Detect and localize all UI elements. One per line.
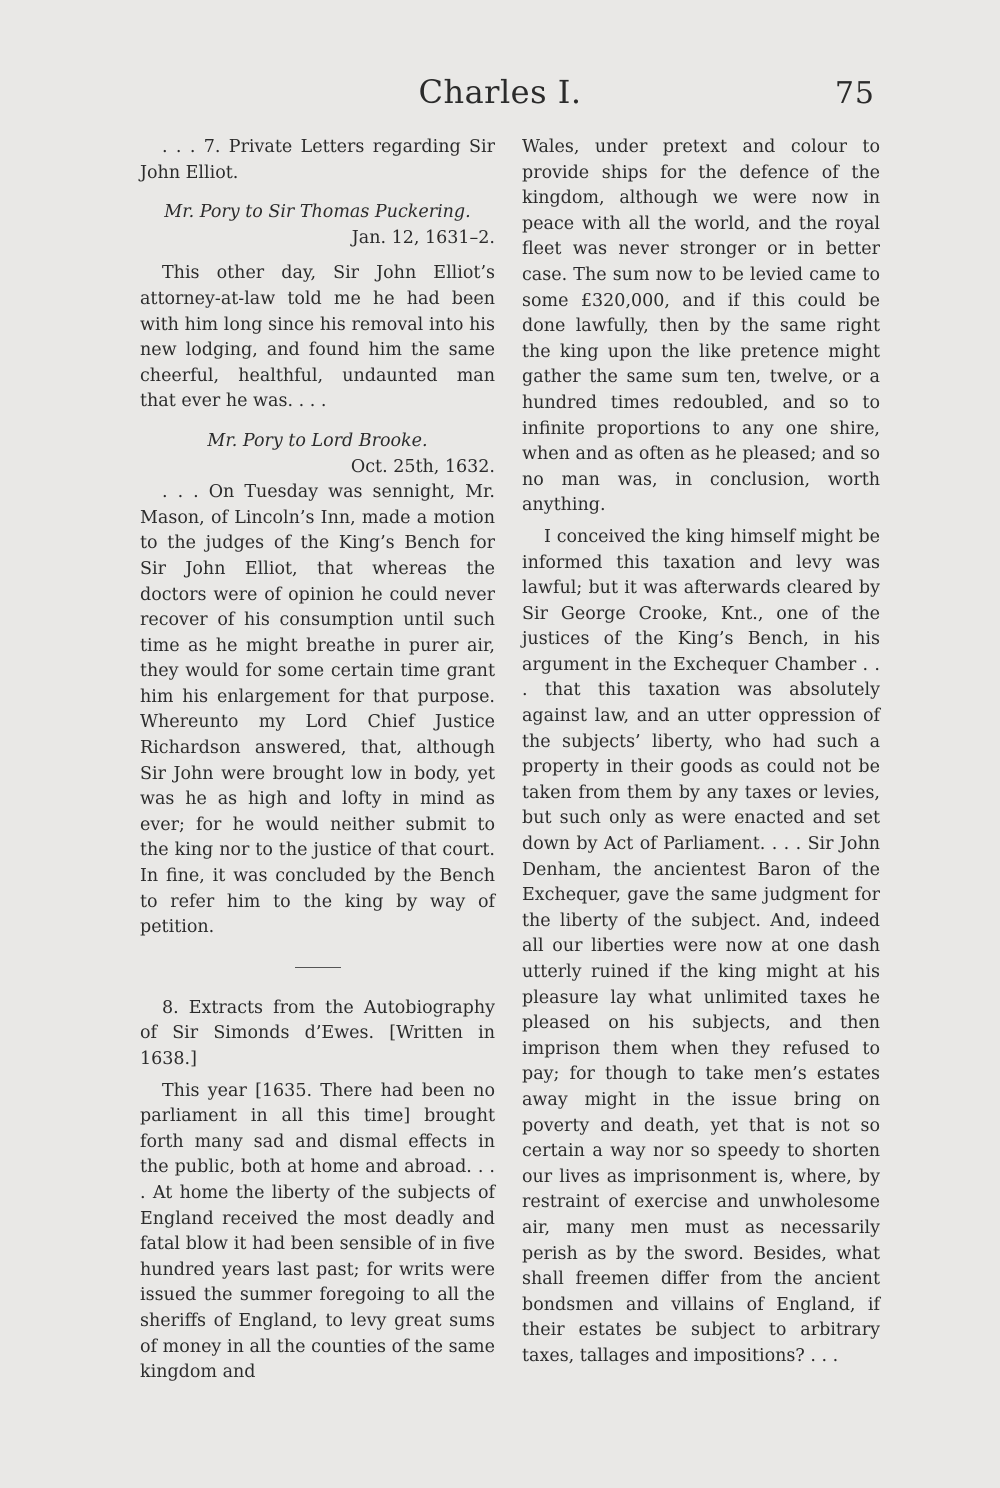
running-header-title: Charles I. [418,73,582,111]
section-7-title: . . . 7. Private Letters regarding Sir John Elliot. [140,137,495,183]
letter-1-body: This other day, Sir John Elliot’s attorney-at-law told me he had been with him long since his removal into his new lodging, and found him the same cheerful, healthful, undaunted man that ever he was. . . . [140,263,495,412]
letter-1-heading: Mr. Pory to Sir Thomas Puckering. [164,202,471,223]
left-column [140,135,495,1386]
letter-1-date: Jan. 12, 1631–2. [351,227,495,248]
right-column [522,135,880,1370]
section-divider [295,967,341,968]
letter-2-date: Oct. 25th, 1632. [350,456,495,477]
section-8-body: This year [1635. There had been no parliament in all this time] brought forth many sad and dismal effects in the public, both at home and abroad. . . . At home the liberty of the subjects of England received the most deadly and fatal blow it had been sensible of in five hundred years last past; for writs were issued the summer foregoing to all the sheriffs of England, to levy great sums of money in all the counties of the same kingdom and [140,1080,495,1383]
right-paragraph-2: I conceived the king himself might be informed this taxation and levy was lawful; but it was afterwards cleared by Sir George Crooke, Knt., one of the justices of the King’s Bench, in his argument in the Exchequer Chamber . . . that this taxation was absolutely against law, and an utter oppression of the subjects’ liberty, who had such a property in their goods as could not be taken from them by any taxes or levies, but such only as were enacted and set down by Act of Parliament. . . . Sir John Denham, the ancientest Baron of the Exchequer, gave the same judgment for the liberty of the subject. And, indeed all our liberties were now at one dash utterly ruined if the king might at his pleasure lay what unlimited taxes he pleased on his subjects, and then imprison them when they refused to pay; for though to take men’s estates away might in the issue bring on poverty and death, yet that is not so certain a way nor so speedy to shorten our lives as imprisonment is, where, by restraint of exercise and unwholesome air, many men must as necessarily perish as by the sword. Besides, what shall freemen differ from the ancient bondsmen and villains of England, if their estates be subject to arbitrary taxes, tallages and impositions? . . . [522,526,880,1366]
section-8-title: 8. Extracts from the Autobiography of Sir Simonds d’Ewes. [Written in 1638.] [140,997,495,1069]
right-paragraph-1: Wales, under pretext and colour to provide ships for the defence of the kingdom, although we were now in peace with all the world, and the royal fleet was never stronger or in better case. The sum now to be levied came to some £320,000, and if this could be done lawfully, then by the same right the king upon the like pretence might gather the same sum ten, twelve, or a hundred times redoubled, and so to infinite proportions to any one shire, when and as often as he pleased; and so no man was, in conclusion, worth anything. [522,137,880,516]
letter-2-heading: Mr. Pory to Lord Brooke. [207,430,428,451]
letter-2-body: . . . On Tuesday was sennight, Mr. Mason, of Lincoln’s Inn, made a motion to the judges of the King’s Bench for Sir John Elliot, that whereas the doctors were of opinion he could never recover of his consumption until such time as he might breathe in purer air, they would for some certain time grant him his enlargement for that purpose. Whereunto my Lord Chief Justice Richardson answered, that, although Sir John were brought low in body, yet was he as high and lofty in mind as ever; for he would neither submit to the king nor to the justice of that court. In fine, it was concluded by the Bench to refer him to the king by way of petition. [140,482,495,938]
page-number: 75 [834,76,875,111]
